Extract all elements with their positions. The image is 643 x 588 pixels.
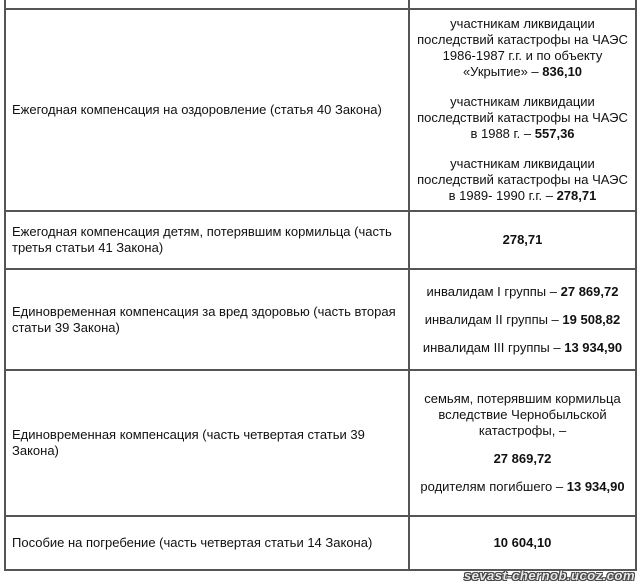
row-label-cell [5, 370, 409, 516]
row-label-cell [5, 9, 409, 211]
spacer [414, 300, 631, 312]
item-text: инвалидам II группы – [424, 311, 559, 327]
row-label: Ежегодная компенсация детям, потерявшим кормильца (часть третья статьи 41 Закона) [12, 224, 392, 255]
partial-left-cell [5, 0, 409, 9]
row-value-cell [409, 516, 636, 570]
item-amount: 27 869,72 [560, 283, 619, 299]
table-row-funeral-allowance [5, 516, 636, 570]
compensation-table [4, 0, 637, 571]
item-text: участникам ликвидации последствий катастрофы на ЧАЭС 1986-1987 г.г. и по объекту «Укрытие» – [417, 16, 628, 79]
row-label: Единовременная компенсация (часть четвертая статьи 39 Закона) [12, 427, 365, 458]
item-amount: 13 934,90 [566, 479, 625, 494]
table-row-health-compensation [5, 9, 636, 211]
table-row-children-compensation [5, 211, 636, 269]
row-label-cell [5, 211, 409, 269]
row-label: Единовременная компенсация за вред здоровью (часть вторая статьи 39 Закона) [12, 303, 396, 335]
list-item [414, 312, 631, 328]
row-label: Ежегодная компенсация на оздоровление (статья 40 Закона) [12, 102, 382, 117]
list-item [414, 156, 631, 204]
item-amount: 13 934,90 [564, 339, 623, 355]
item-text: родителям погибшего – [420, 479, 564, 494]
table-row-top-partial [5, 0, 636, 9]
item-text: участникам ликвидации последствий катастрофы на ЧАЭС в 1989- 1990 г.г. – [417, 156, 628, 203]
row-value-cell [409, 9, 636, 211]
row-label-cell [5, 516, 409, 570]
list-item [414, 284, 631, 300]
item-text: семьям, потерявшим кормильца вследствие Чернобыльской катастрофы, – [424, 391, 621, 438]
watermark: sevast-chernob.ucoz.com [463, 568, 635, 583]
list-item [414, 94, 631, 142]
list-item [414, 340, 631, 356]
row-value-cell [409, 269, 636, 370]
spacer [414, 142, 631, 156]
item-text: участникам ликвидации последствий катастрофы на ЧАЭС в 1988 г. – [417, 94, 628, 141]
item-amount: 278,71 [556, 188, 597, 203]
item-amount: 557,36 [534, 126, 575, 141]
row-label: Пособие на погребение (часть четвертая статьи 14 Закона) [12, 535, 373, 550]
table-row-lump-sum [5, 370, 636, 516]
list-item [414, 451, 631, 467]
table-row-health-damage [5, 269, 636, 370]
item-amount: 27 869,72 [493, 451, 552, 466]
item-amount: 278,71 [502, 232, 543, 247]
item-amount: 19 508,82 [562, 311, 621, 327]
list-item [414, 479, 631, 495]
list-item [414, 391, 631, 439]
row-value-cell [409, 211, 636, 269]
spacer [414, 439, 631, 451]
spacer [414, 80, 631, 94]
item-amount: 836,10 [542, 64, 583, 79]
item-text: инвалидам I группы – [426, 283, 557, 299]
item-amount: 10 604,10 [493, 535, 552, 550]
row-value-cell [409, 370, 636, 516]
spacer [414, 328, 631, 340]
spacer [414, 467, 631, 479]
row-label-cell [5, 269, 409, 370]
item-text: инвалидам III группы – [422, 339, 561, 355]
list-item [414, 16, 631, 80]
partial-right-cell [409, 0, 636, 9]
